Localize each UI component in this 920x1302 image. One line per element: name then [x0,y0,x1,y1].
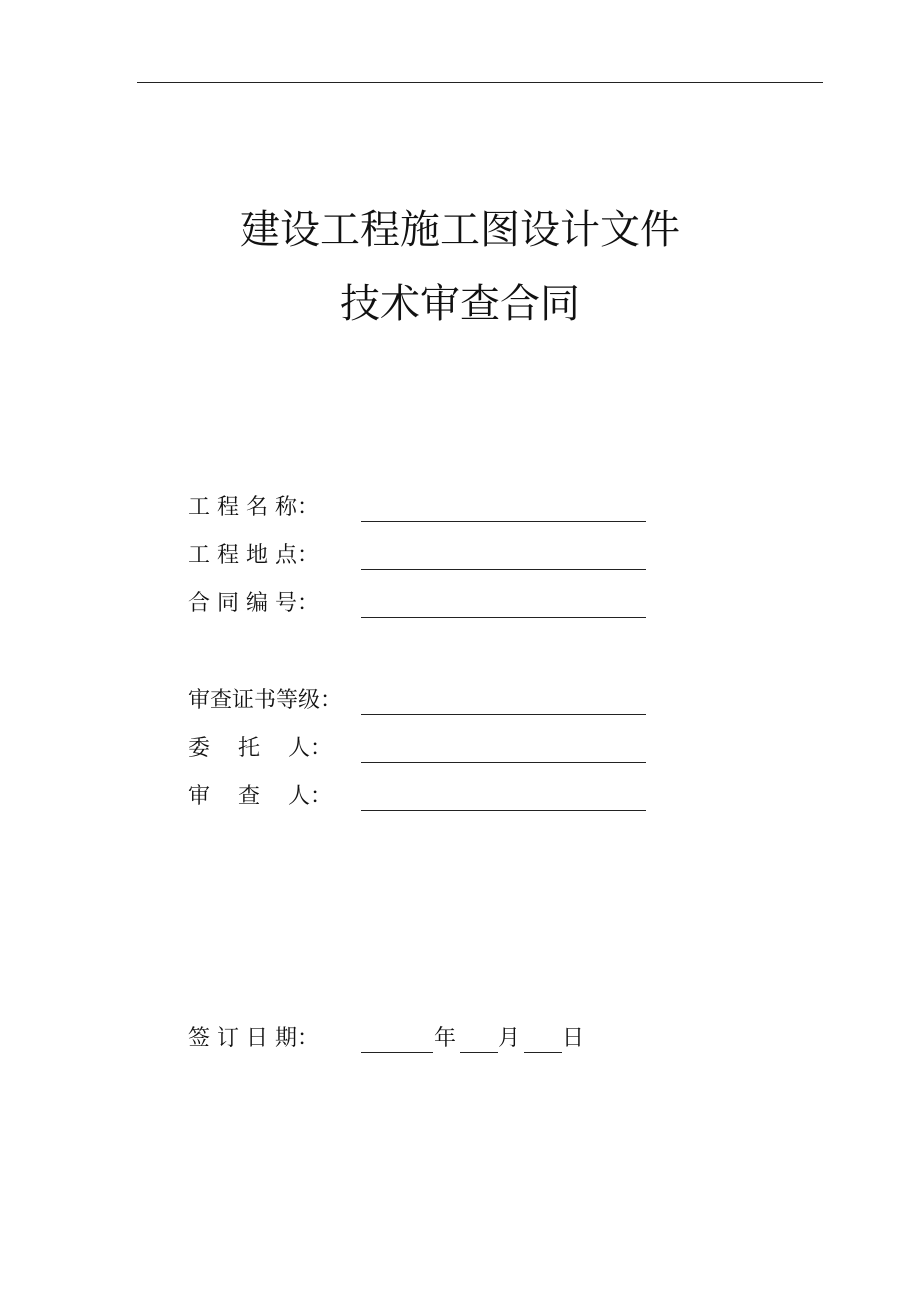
client-field [188,734,658,764]
certificate-level-label: 审查证书等级： [188,688,343,713]
client-blank[interactable] [361,762,646,763]
project-location-field [188,541,658,571]
certificate-level-field [188,686,658,716]
month-unit: 月 [498,1026,521,1051]
signing-date-label: 签 订 日 期： [188,1026,319,1051]
day-blank[interactable] [524,1052,562,1053]
reviewer-field [188,782,658,812]
year-unit: 年 [434,1026,457,1051]
contract-number-blank[interactable] [361,617,646,618]
project-location-label: 工 程 地 点： [188,543,319,568]
signing-date-field [188,1024,608,1054]
client-label: 委 托 人： [188,736,332,761]
document-subtitle: 技术审查合同 [340,281,580,327]
reviewer-blank[interactable] [361,810,646,811]
project-name-label: 工 程 名 称： [188,495,319,520]
project-location-blank[interactable] [361,569,646,570]
day-unit: 日 [562,1026,585,1051]
project-name-blank[interactable] [361,521,646,522]
year-blank[interactable] [361,1052,433,1053]
contract-number-field [188,589,658,619]
certificate-level-blank[interactable] [361,714,646,715]
month-blank[interactable] [460,1052,498,1053]
project-name-field [188,493,658,523]
document-title: 建设工程施工图设计文件 [240,207,680,253]
reviewer-label: 审 查 人： [188,784,332,809]
contract-number-label: 合 同 编 号： [188,591,319,616]
header-rule [137,82,823,83]
